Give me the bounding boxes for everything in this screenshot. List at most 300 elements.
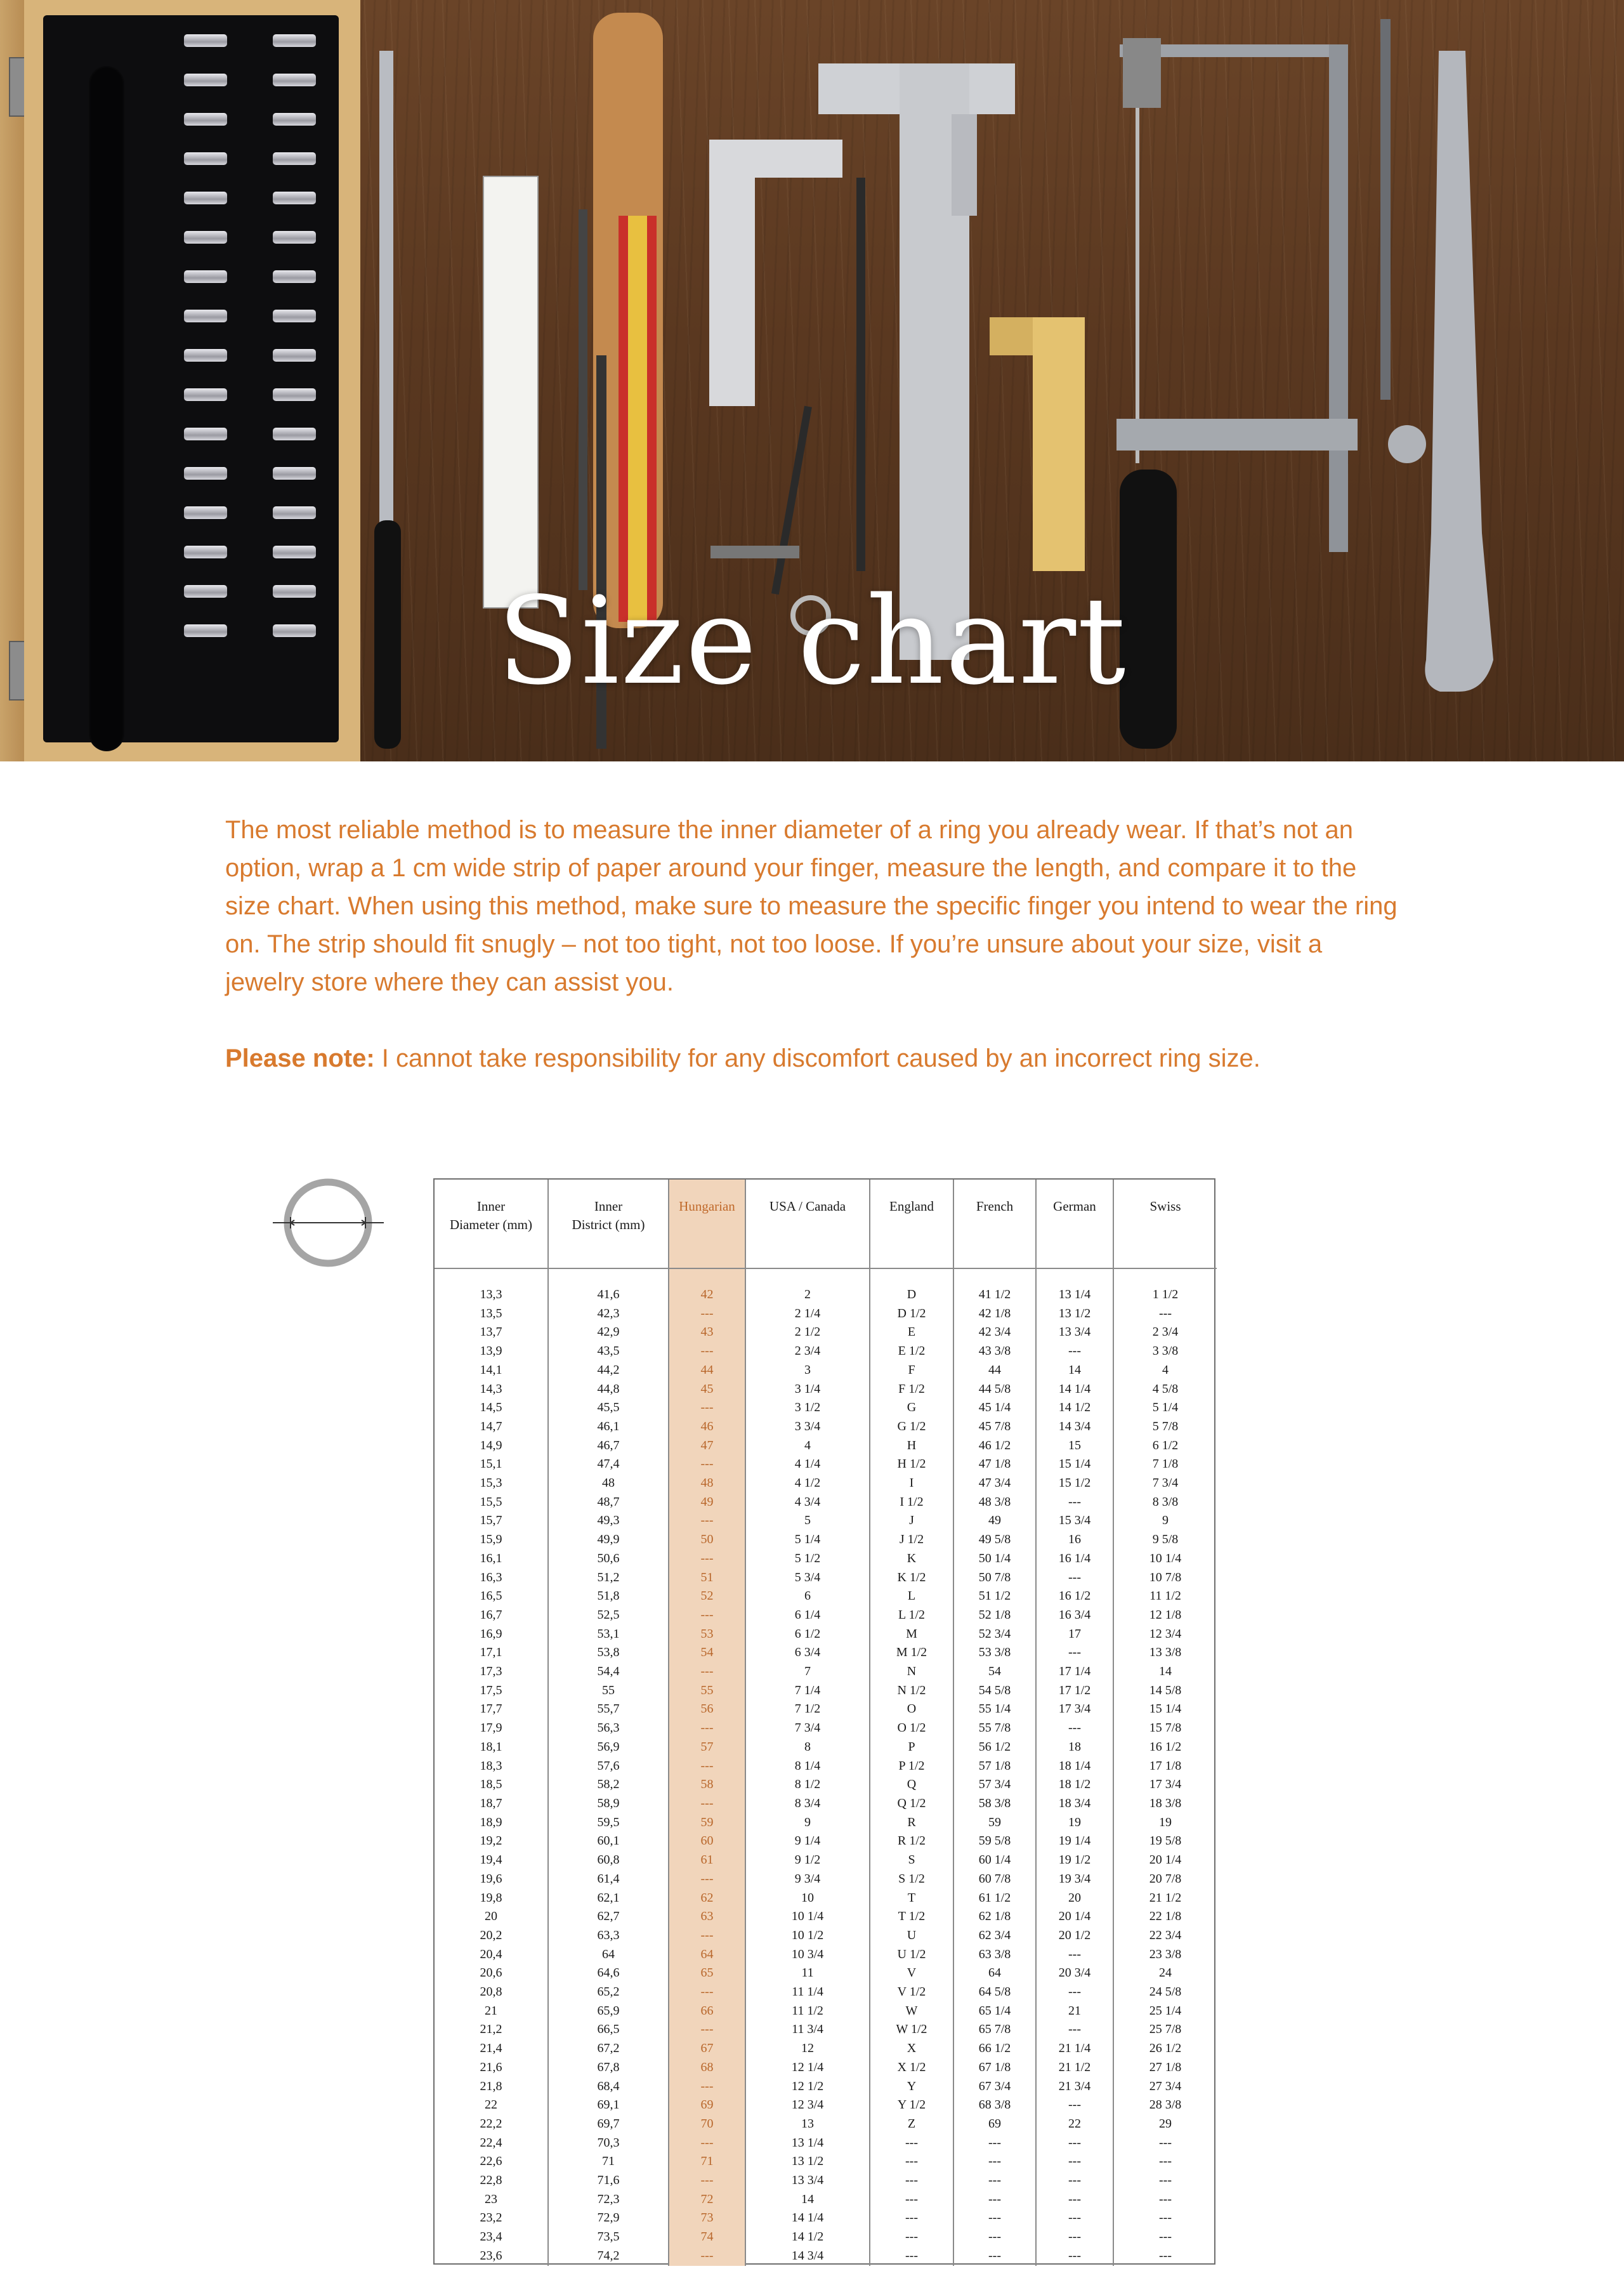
table-cell: 74,2 xyxy=(548,2247,669,2266)
table-cell: 49 xyxy=(669,1493,745,1512)
table-cell: --- xyxy=(953,2171,1036,2190)
table-cell: --- xyxy=(1036,1569,1113,1588)
table-cell: 14,1 xyxy=(480,1362,502,1377)
table-cell: 46 1/2 xyxy=(953,1437,1036,1456)
table-cell: W xyxy=(870,2002,953,2021)
column-header xyxy=(548,1180,669,1268)
table-cell: O xyxy=(870,1700,953,1719)
table-cell: 21,8 xyxy=(480,2079,502,2093)
table-cell: 5 1/4 xyxy=(1113,1398,1217,1418)
table-cell: --- xyxy=(1113,2228,1217,2247)
table-cell: 20 1/4 xyxy=(1113,1851,1217,1870)
table-row xyxy=(435,1700,1217,1719)
table-cell: 9 xyxy=(1113,1511,1217,1530)
table-cell: 17,7 xyxy=(480,1702,502,1716)
table-cell: 13,5 xyxy=(480,1306,502,1320)
table-cell: 13 3/8 xyxy=(1113,1643,1217,1662)
table-cell: 15,1 xyxy=(480,1457,502,1471)
table-cell: 74 xyxy=(669,2228,745,2247)
table-cell: 45 1/4 xyxy=(953,1398,1036,1418)
table-cell: 46 xyxy=(669,1418,745,1437)
table-cell: 18 1/4 xyxy=(1036,1757,1113,1776)
table-cell: 5 1/2 xyxy=(745,1549,870,1569)
table-cell: 64 xyxy=(669,1945,745,1964)
table-cell: --- xyxy=(953,2190,1036,2209)
table-cell: --- xyxy=(669,1455,745,1474)
page-title: Size chart xyxy=(497,571,1127,711)
table-cell: 55,7 xyxy=(548,1700,669,1719)
table-row xyxy=(435,1342,1217,1361)
table-cell: E 1/2 xyxy=(870,1342,953,1361)
table-cell: --- xyxy=(1113,2171,1217,2190)
table-cell: 51,2 xyxy=(548,1569,669,1588)
table-cell: I xyxy=(870,1474,953,1493)
table-cell: U xyxy=(870,1926,953,1945)
table-cell: M xyxy=(870,1625,953,1644)
column-header-line: England xyxy=(889,1199,934,1214)
table-cell: D 1/2 xyxy=(870,1305,953,1324)
table-cell: --- xyxy=(870,2247,953,2266)
table-cell: 14 1/2 xyxy=(1036,1398,1113,1418)
table-cell: --- xyxy=(669,1757,745,1776)
table-cell: 22,2 xyxy=(480,2116,502,2131)
table-cell: 51,8 xyxy=(548,1587,669,1606)
table-row xyxy=(435,1268,1217,1305)
table-cell: L 1/2 xyxy=(870,1606,953,1625)
table-cell: 14 3/4 xyxy=(745,2247,870,2266)
table-cell: 20,6 xyxy=(480,1966,502,1980)
table-cell: 20 xyxy=(485,1909,497,1924)
table-cell: 21 1/2 xyxy=(1113,1889,1217,1908)
table-cell: 45 7/8 xyxy=(953,1418,1036,1437)
table-cell: 11 3/4 xyxy=(745,2020,870,2039)
table-cell: --- xyxy=(1036,2171,1113,2190)
table-cell: 27 3/4 xyxy=(1113,2077,1217,2096)
table-cell: 11 1/4 xyxy=(745,1983,870,2002)
table-cell: 23,2 xyxy=(480,2211,502,2225)
table-cell: 17 3/4 xyxy=(1036,1700,1113,1719)
table-cell: 5 1/4 xyxy=(745,1530,870,1549)
table-cell: 72,9 xyxy=(548,2209,669,2228)
size-chart-table xyxy=(433,1178,1215,2265)
table-cell: 6 1/2 xyxy=(1113,1437,1217,1456)
table-cell: 47 xyxy=(669,1437,745,1456)
table-cell: T 1/2 xyxy=(870,1907,953,1926)
note-paragraph xyxy=(225,1039,1405,1077)
table-cell: 42 1/8 xyxy=(953,1305,1036,1324)
table-cell: 19,2 xyxy=(480,1834,502,1848)
table-cell: 73,5 xyxy=(548,2228,669,2247)
table-cell: 4 5/8 xyxy=(1113,1380,1217,1399)
table-cell: 22 3/4 xyxy=(1113,1926,1217,1945)
table-cell: --- xyxy=(669,1398,745,1418)
table-cell: F xyxy=(870,1361,953,1380)
table-cell: 21 1/4 xyxy=(1036,2039,1113,2058)
table-cell: 56 1/2 xyxy=(953,1738,1036,1757)
table-cell: 19 5/8 xyxy=(1113,1832,1217,1851)
table-cell: --- xyxy=(1036,2209,1113,2228)
table-cell: 22,8 xyxy=(480,2173,502,2188)
table-cell: 56 xyxy=(669,1700,745,1719)
table-cell: 16,7 xyxy=(480,1607,502,1622)
table-cell: 13 1/4 xyxy=(1036,1268,1113,1305)
table-cell: 7 1/4 xyxy=(745,1681,870,1701)
table-cell: 8 3/8 xyxy=(1113,1493,1217,1512)
table-cell: 21,4 xyxy=(480,2041,502,2056)
table-cell: 11 xyxy=(745,1964,870,1983)
table-cell: 6 1/2 xyxy=(745,1625,870,1644)
table-cell: --- xyxy=(1036,1945,1113,1964)
table-cell: 19,6 xyxy=(480,1871,502,1886)
table-cell: 53 3/8 xyxy=(953,1643,1036,1662)
table-cell: 13 3/4 xyxy=(1036,1323,1113,1342)
table-cell: 16 1/2 xyxy=(1113,1738,1217,1757)
table-cell: --- xyxy=(1036,1719,1113,1738)
table-cell: 51 1/2 xyxy=(953,1587,1036,1606)
table-cell: 9 xyxy=(745,1813,870,1832)
table-row xyxy=(435,1907,1217,1926)
table-cell: 69 xyxy=(953,2115,1036,2134)
table-cell: 17 1/4 xyxy=(1036,1662,1113,1681)
table-cell: 4 1/4 xyxy=(745,1455,870,1474)
table-row xyxy=(435,1625,1217,1644)
table-row xyxy=(435,1738,1217,1757)
table-row xyxy=(435,2247,1217,2266)
table-cell: Y 1/2 xyxy=(870,2096,953,2115)
table-cell: --- xyxy=(870,2190,953,2209)
table-cell: 56,3 xyxy=(548,1719,669,1738)
table-cell: 20 1/4 xyxy=(1036,1907,1113,1926)
table-row xyxy=(435,1719,1217,1738)
table-cell: 10 xyxy=(745,1889,870,1908)
table-cell: 21 1/2 xyxy=(1036,2058,1113,2077)
table-cell: 55 xyxy=(548,1681,669,1701)
ring-diameter-icon xyxy=(273,1175,384,1270)
table-row xyxy=(435,1851,1217,1870)
table-cell: --- xyxy=(669,2171,745,2190)
table-row xyxy=(435,2209,1217,2228)
table-cell: --- xyxy=(669,1606,745,1625)
table-row xyxy=(435,2039,1217,2058)
table-cell: 15,7 xyxy=(480,1513,502,1528)
table-cell: N xyxy=(870,1662,953,1681)
table-row xyxy=(435,1964,1217,1983)
table-row xyxy=(435,1530,1217,1549)
table-cell: 51 xyxy=(669,1569,745,1588)
table-cell: 15 1/4 xyxy=(1113,1700,1217,1719)
table-row xyxy=(435,1361,1217,1380)
table-cell: 53,8 xyxy=(548,1643,669,1662)
table-cell: --- xyxy=(669,1794,745,1813)
table-cell: 7 3/4 xyxy=(1113,1474,1217,1493)
table-cell: --- xyxy=(953,2228,1036,2247)
table-cell: 17,3 xyxy=(480,1664,502,1679)
table-row xyxy=(435,1870,1217,1889)
note-label: Please note: xyxy=(225,1044,375,1072)
table-cell: 15,9 xyxy=(480,1532,502,1547)
table-cell: --- xyxy=(870,2228,953,2247)
table-cell: 57,6 xyxy=(548,1757,669,1776)
table-cell: E xyxy=(870,1323,953,1342)
table-row xyxy=(435,2171,1217,2190)
table-cell: 60,1 xyxy=(548,1832,669,1851)
column-header-line: Hungarian xyxy=(679,1199,735,1214)
table-cell: 10 1/4 xyxy=(1113,1549,1217,1569)
table-cell: 67 3/4 xyxy=(953,2077,1036,2096)
table-cell: 14 1/4 xyxy=(745,2209,870,2228)
table-cell: 13 1/4 xyxy=(745,2134,870,2153)
column-header-line: USA / Canada xyxy=(769,1199,846,1214)
table-cell: 48 3/8 xyxy=(953,1493,1036,1512)
table-cell: 7 1/8 xyxy=(1113,1455,1217,1474)
table-cell: 7 xyxy=(745,1662,870,1681)
table-cell: J 1/2 xyxy=(870,1530,953,1549)
table-cell: 5 3/4 xyxy=(745,1569,870,1588)
table-cell: --- xyxy=(669,1511,745,1530)
table-cell: X 1/2 xyxy=(870,2058,953,2077)
table-row xyxy=(435,1418,1217,1437)
table-cell: 65,9 xyxy=(548,2002,669,2021)
table-cell: 19 3/4 xyxy=(1036,1870,1113,1889)
table-cell: 15,5 xyxy=(480,1494,502,1509)
table-cell: 42 xyxy=(669,1268,745,1305)
table-cell: 62 xyxy=(669,1889,745,1908)
table-cell: 16 3/4 xyxy=(1036,1606,1113,1625)
table-cell: --- xyxy=(1036,2020,1113,2039)
table-cell: 21 xyxy=(1036,2002,1113,2021)
table-cell: 12 3/4 xyxy=(745,2096,870,2115)
table-cell: 6 3/4 xyxy=(745,1643,870,1662)
table-cell: M 1/2 xyxy=(870,1643,953,1662)
table-cell: 14 xyxy=(1113,1662,1217,1681)
table-cell: 63,3 xyxy=(548,1926,669,1945)
column-header-line: District (mm) xyxy=(572,1217,645,1232)
table-cell: 60 7/8 xyxy=(953,1870,1036,1889)
table-cell: 10 1/2 xyxy=(745,1926,870,1945)
table-cell: 58,9 xyxy=(548,1794,669,1813)
table-row xyxy=(435,1832,1217,1851)
table-cell: 18,5 xyxy=(480,1777,502,1792)
table-cell: 58 xyxy=(669,1775,745,1794)
table-cell: 54,4 xyxy=(548,1662,669,1681)
table-cell: 14 3/4 xyxy=(1036,1418,1113,1437)
table-cell: 3 3/8 xyxy=(1113,1342,1217,1361)
table-cell: 8 3/4 xyxy=(745,1794,870,1813)
table-cell: 16 1/2 xyxy=(1036,1587,1113,1606)
table-cell: 46,7 xyxy=(548,1437,669,1456)
table-cell: 12 1/2 xyxy=(745,2077,870,2096)
table-row xyxy=(435,1437,1217,1456)
table-cell: 66,5 xyxy=(548,2020,669,2039)
table-cell: 2 xyxy=(745,1268,870,1305)
table-cell: 21 3/4 xyxy=(1036,2077,1113,2096)
table-cell: 64 xyxy=(548,1945,669,1964)
table-cell: 23 xyxy=(485,2192,497,2206)
table-cell: 17,9 xyxy=(480,1721,502,1735)
table-row xyxy=(435,2096,1217,2115)
table-row xyxy=(435,2058,1217,2077)
table-row xyxy=(435,1889,1217,1908)
table-cell: 48,7 xyxy=(548,1493,669,1512)
table-cell: O 1/2 xyxy=(870,1719,953,1738)
table-cell: 66 1/2 xyxy=(953,2039,1036,2058)
table-cell: --- xyxy=(1036,1983,1113,2002)
table-cell: 14 1/4 xyxy=(1036,1380,1113,1399)
table-cell: 14 xyxy=(745,2190,870,2209)
table-cell: 62 3/4 xyxy=(953,1926,1036,1945)
table-cell: 5 7/8 xyxy=(1113,1418,1217,1437)
column-header xyxy=(745,1180,870,1268)
table-cell: 44,8 xyxy=(548,1380,669,1399)
table-cell: R xyxy=(870,1813,953,1832)
table-cell: 10 1/4 xyxy=(745,1907,870,1926)
table-cell: L xyxy=(870,1587,953,1606)
table-cell: 5 xyxy=(745,1511,870,1530)
table-cell: 16,9 xyxy=(480,1626,502,1641)
table-cell: 55 1/4 xyxy=(953,1700,1036,1719)
column-header-line: French xyxy=(976,1199,1014,1214)
table-cell: 44 xyxy=(669,1361,745,1380)
table-row xyxy=(435,1569,1217,1588)
table-cell: --- xyxy=(870,2152,953,2171)
table-cell: 18,3 xyxy=(480,1758,502,1773)
table-row xyxy=(435,1945,1217,1964)
table-cell: 17,5 xyxy=(480,1683,502,1697)
table-cell: 17 3/4 xyxy=(1113,1775,1217,1794)
table-cell: K xyxy=(870,1549,953,1569)
table-row xyxy=(435,1643,1217,1662)
table-cell: S xyxy=(870,1851,953,1870)
table-cell: 68 3/8 xyxy=(953,2096,1036,2115)
table-cell: --- xyxy=(1113,2209,1217,2228)
table-cell: --- xyxy=(669,1983,745,2002)
table-cell: 60 xyxy=(669,1832,745,1851)
table-cell: 47,4 xyxy=(548,1455,669,1474)
table-cell: 62,7 xyxy=(548,1907,669,1926)
table-cell: 13 xyxy=(745,2115,870,2134)
table-cell: 15 1/4 xyxy=(1036,1455,1113,1474)
table-cell: 58 3/8 xyxy=(953,1794,1036,1813)
table-cell: 20,4 xyxy=(480,1947,502,1961)
table-cell: 20 1/2 xyxy=(1036,1926,1113,1945)
table-row xyxy=(435,2115,1217,2134)
table-cell: 64,6 xyxy=(548,1964,669,1983)
table-cell: 25 1/4 xyxy=(1113,2002,1217,2021)
table-cell: 62,1 xyxy=(548,1889,669,1908)
table-cell: 24 xyxy=(1113,1964,1217,1983)
table-cell: 22 1/8 xyxy=(1113,1907,1217,1926)
table-cell: --- xyxy=(669,1662,745,1681)
table-cell: H xyxy=(870,1437,953,1456)
table-cell: 52 3/4 xyxy=(953,1625,1036,1644)
table-cell: 72,3 xyxy=(548,2190,669,2209)
table-cell: 3 1/4 xyxy=(745,1380,870,1399)
table-cell: 9 1/2 xyxy=(745,1851,870,1870)
table-cell: --- xyxy=(669,1342,745,1361)
table-row xyxy=(435,1380,1217,1399)
size-table xyxy=(435,1180,1217,2266)
table-header-row xyxy=(435,1180,1217,1268)
table-cell: --- xyxy=(669,2077,745,2096)
table-cell: 2 3/4 xyxy=(1113,1323,1217,1342)
table-cell: G xyxy=(870,1398,953,1418)
table-cell: 49,9 xyxy=(548,1530,669,1549)
column-header-line: Inner xyxy=(594,1199,623,1214)
table-row xyxy=(435,1813,1217,1832)
table-cell: P 1/2 xyxy=(870,1757,953,1776)
column-header-line: Swiss xyxy=(1149,1199,1181,1214)
table-cell: F 1/2 xyxy=(870,1380,953,1399)
table-cell: --- xyxy=(669,1549,745,1569)
table-cell: 19 1/4 xyxy=(1036,1832,1113,1851)
table-cell: 54 xyxy=(953,1662,1036,1681)
table-cell: 45,5 xyxy=(548,1398,669,1418)
table-row xyxy=(435,2190,1217,2209)
table-cell: 50,6 xyxy=(548,1549,669,1569)
table-cell: 8 1/4 xyxy=(745,1757,870,1776)
table-cell: D xyxy=(870,1268,953,1305)
table-cell: 16,1 xyxy=(480,1551,502,1565)
table-cell: 49 xyxy=(953,1511,1036,1530)
table-cell: 2 3/4 xyxy=(745,1342,870,1361)
table-cell: 41,6 xyxy=(548,1268,669,1305)
table-cell: 67 xyxy=(669,2039,745,2058)
table-cell: T xyxy=(870,1889,953,1908)
column-header-line: German xyxy=(1053,1199,1096,1214)
table-cell: 55 xyxy=(669,1681,745,1701)
table-cell: --- xyxy=(669,1870,745,1889)
table-cell: 61,4 xyxy=(548,1870,669,1889)
table-cell: 18 3/8 xyxy=(1113,1794,1217,1813)
table-cell: 6 1/4 xyxy=(745,1606,870,1625)
table-row xyxy=(435,1398,1217,1418)
table-cell: 62 1/8 xyxy=(953,1907,1036,1926)
table-cell: 6 xyxy=(745,1587,870,1606)
table-cell: --- xyxy=(669,1305,745,1324)
table-row xyxy=(435,1983,1217,2002)
table-row xyxy=(435,1606,1217,1625)
table-cell: 71 xyxy=(669,2152,745,2171)
table-cell: 4 xyxy=(1113,1361,1217,1380)
table-cell: 13,9 xyxy=(480,1344,502,1359)
table-cell: 53 xyxy=(669,1625,745,1644)
table-cell: 21 xyxy=(485,2003,497,2018)
table-body xyxy=(435,1268,1217,2266)
table-cell: 70 xyxy=(669,2115,745,2134)
table-cell: --- xyxy=(669,2247,745,2266)
table-cell: 59,5 xyxy=(548,1813,669,1832)
table-cell: 12 1/4 xyxy=(745,2058,870,2077)
table-row xyxy=(435,2002,1217,2021)
table-cell: 44 5/8 xyxy=(953,1380,1036,1399)
table-cell: 12 3/4 xyxy=(1113,1625,1217,1644)
table-cell: 17,1 xyxy=(480,1645,502,1660)
table-cell: 67 1/8 xyxy=(953,2058,1036,2077)
table-cell: 56,9 xyxy=(548,1738,669,1757)
table-cell: 19 xyxy=(1113,1813,1217,1832)
table-cell: 17 xyxy=(1036,1625,1113,1644)
table-cell: 50 1/4 xyxy=(953,1549,1036,1569)
table-cell: X xyxy=(870,2039,953,2058)
table-cell: 16 xyxy=(1036,1530,1113,1549)
table-cell: --- xyxy=(1036,2152,1113,2171)
column-header-line: Diameter (mm) xyxy=(449,1217,533,1232)
table-cell: Y xyxy=(870,2077,953,2096)
column-header xyxy=(1113,1180,1217,1268)
table-cell: 7 1/2 xyxy=(745,1700,870,1719)
table-cell: 10 3/4 xyxy=(745,1945,870,1964)
table-cell: 44 xyxy=(953,1361,1036,1380)
